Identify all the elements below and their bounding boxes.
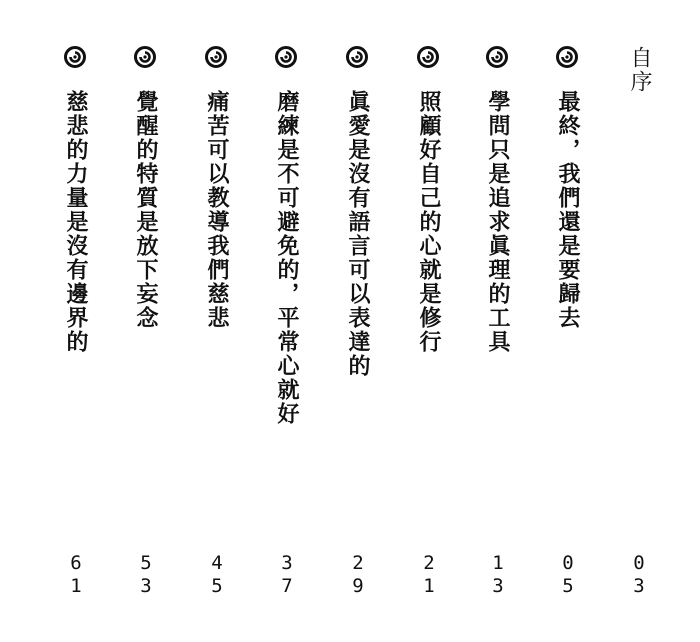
page-digit: 2 xyxy=(352,552,364,574)
toc-entry xyxy=(57,0,97,642)
entry-title: 最終，我們還是要歸去 xyxy=(555,90,581,330)
page-number xyxy=(620,552,658,598)
page-digit: 5 xyxy=(562,575,574,597)
spiral-icon xyxy=(134,46,156,68)
page-digit: 7 xyxy=(281,575,293,597)
spiral-icon xyxy=(486,46,508,68)
page-number xyxy=(339,552,377,598)
page-number xyxy=(57,552,95,598)
toc-entry xyxy=(479,0,519,642)
page-number xyxy=(410,552,448,598)
page-digit: 4 xyxy=(211,552,223,574)
page-digit: 1 xyxy=(70,575,82,597)
page-digit: 1 xyxy=(423,575,435,597)
page-digit: 3 xyxy=(492,575,504,597)
page-digit: 0 xyxy=(562,552,574,574)
toc-entry xyxy=(198,0,238,642)
page-digit: 5 xyxy=(211,575,223,597)
toc-entry xyxy=(127,0,167,642)
spiral-icon xyxy=(64,46,86,68)
spiral-icon xyxy=(205,46,227,68)
page-digit: 6 xyxy=(70,552,82,574)
toc-entry xyxy=(268,0,308,642)
toc-entry xyxy=(549,0,589,642)
spiral-icon xyxy=(556,46,578,68)
entry-title: 磨練是不可避免的，平常心就好 xyxy=(274,90,300,426)
toc-entry xyxy=(339,0,379,642)
entry-title: 覺醒的特質是放下妄念 xyxy=(133,90,159,330)
page-digit: 1 xyxy=(492,552,504,574)
page-number xyxy=(549,552,587,598)
entry-title: 照顧好自己的心就是修行 xyxy=(416,90,442,354)
entry-title: 學問只是追求眞理的工具 xyxy=(485,90,511,354)
spiral-icon xyxy=(275,46,297,68)
page-number xyxy=(479,552,517,598)
toc-entry xyxy=(410,0,450,642)
entry-title: 痛苦可以教導我們慈悲 xyxy=(204,90,230,330)
spiral-icon xyxy=(346,46,368,68)
page-digit: 3 xyxy=(281,552,293,574)
spiral-icon xyxy=(417,46,439,68)
page-digit: 2 xyxy=(423,552,435,574)
entry-title: 眞愛是沒有語言可以表達的 xyxy=(345,90,371,378)
page-digit: 9 xyxy=(352,575,364,597)
toc-entry-preface xyxy=(620,0,660,642)
entry-title: 自序 xyxy=(627,46,652,94)
entry-title: 慈悲的力量是沒有邊界的 xyxy=(63,90,89,354)
page-digit: 5 xyxy=(140,552,152,574)
page-number xyxy=(198,552,236,598)
page-digit: 3 xyxy=(140,575,152,597)
page-number xyxy=(127,552,165,598)
page-digit: 3 xyxy=(633,575,645,597)
page-number xyxy=(268,552,306,598)
page-digit: 0 xyxy=(633,552,645,574)
